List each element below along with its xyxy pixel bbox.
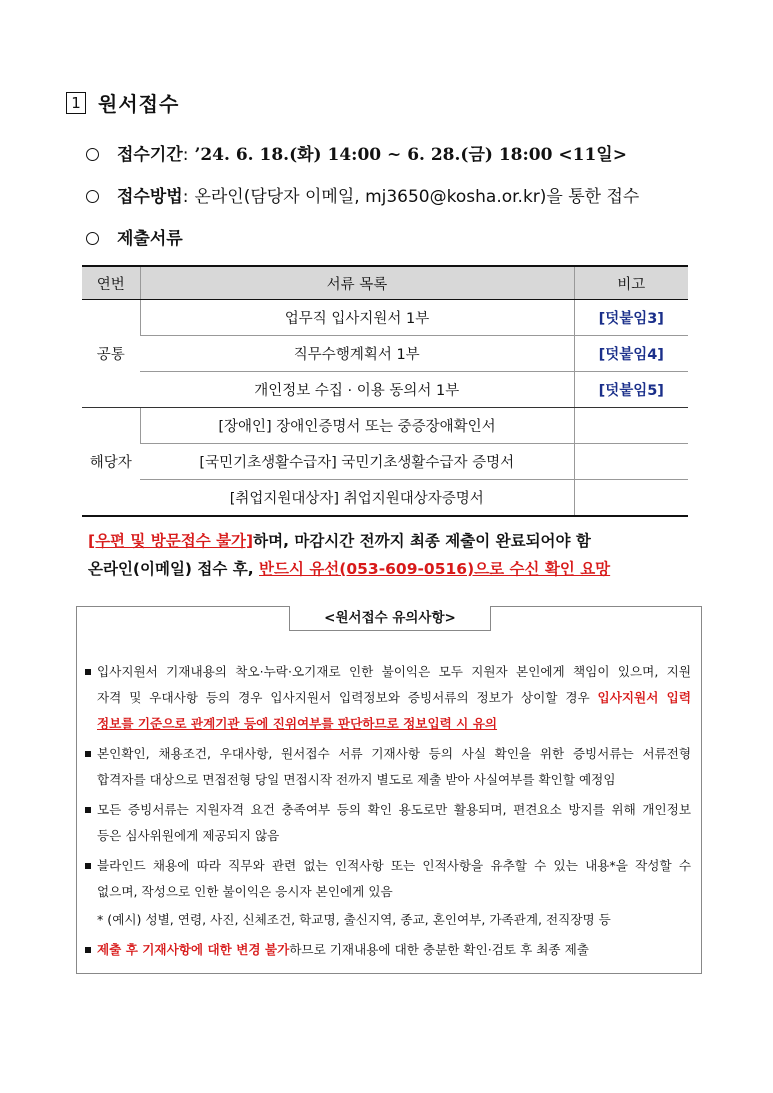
doc-cell: [장애인] 장애인증명서 또는 중증장애확인서 xyxy=(140,408,574,444)
method-value: 온라인(담당자 이메일, mj3650@kosha.or.kr)을 통한 접수 xyxy=(194,187,640,207)
cautions-title: <원서접수 유의사항> xyxy=(289,606,491,631)
section-title: 원서접수 xyxy=(98,92,180,116)
header-no: 연번 xyxy=(82,266,140,300)
period-line: 접수기간 : ’24. 6. 18.(화) 14:00 ~ 6. 28.(금) 18:00 <11일> xyxy=(86,140,627,165)
table-header-row xyxy=(82,266,688,300)
notice-line-1 xyxy=(88,529,591,551)
table-row xyxy=(82,444,688,480)
documents-label: 제출서류 xyxy=(117,229,183,249)
caution-item-2 xyxy=(85,741,691,793)
square-bullet-icon xyxy=(85,947,91,953)
notice-no-mail: [우편 및 방문접수 불가] xyxy=(88,532,254,550)
table-row xyxy=(82,336,688,372)
circle-bullet-icon xyxy=(86,190,99,203)
documents-line xyxy=(86,224,183,249)
caution-text: 입사지원서 기재내용의 착오·누락·오기재로 인한 불이익은 모두 지원자 본인에게 책임이 있으며, 지원 xyxy=(97,664,691,679)
caution-item-3 xyxy=(85,797,691,849)
table-row xyxy=(82,300,688,336)
caution-highlight: 정보를 기준으로 관계기관 등에 진위여부를 판단하므로 정보입력 시 유의 xyxy=(97,716,498,731)
period-label: 접수기간 xyxy=(117,145,183,165)
section-heading xyxy=(66,88,179,117)
notice-deadline: 하며, 마감시간 전까지 최종 제출이 완료되어야 함 xyxy=(253,532,591,550)
notice-phone-confirm: 반드시 유선(053-609-0516)으로 수신 확인 요망 xyxy=(259,560,611,578)
caution-text: 하므로 기재내용에 대한 충분한 확인·검토 후 최종 제출 xyxy=(289,942,589,957)
circle-bullet-icon xyxy=(86,232,99,245)
square-bullet-icon xyxy=(85,807,91,813)
note-cell: [덧붙임4] xyxy=(574,336,688,372)
circle-bullet-icon xyxy=(86,148,99,161)
doc-cell: 업무직 입사지원서 1부 xyxy=(140,300,574,336)
square-bullet-icon xyxy=(85,669,91,675)
table-row xyxy=(82,408,688,444)
caution-item-1 xyxy=(85,659,691,737)
square-bullet-icon xyxy=(85,751,91,757)
method-label: 접수방법 xyxy=(117,187,183,207)
square-bullet-icon xyxy=(85,863,91,869)
doc-cell: 개인정보 수집 · 이용 동의서 1부 xyxy=(140,372,574,408)
caution-text: 모든 증빙서류는 지원자격 요건 충족여부 등의 확인 용도로만 활용되며, 편견요소 방지를 위해 개인정보 xyxy=(97,802,691,817)
method-line: 접수방법 : 온라인(담당자 이메일, mj3650@kosha.or.kr)을 통한 접수 xyxy=(86,182,639,207)
table-row xyxy=(82,372,688,408)
group-applicable: 해당자 xyxy=(82,408,140,517)
period-value: ’24. 6. 18.(화) 14:00 ~ 6. 28.(금) 18:00 <11일> xyxy=(194,145,627,165)
header-doc-list: 서류 목록 xyxy=(140,266,574,300)
caution-item-5 xyxy=(85,937,691,963)
note-cell: [덧붙임5] xyxy=(574,372,688,408)
caution-highlight: 입사지원서 입력 xyxy=(597,690,691,705)
caution-item-4 xyxy=(85,853,691,933)
doc-cell: 직무수행계획서 1부 xyxy=(140,336,574,372)
doc-cell: [국민기초생활수급자] 국민기초생활수급자 증명서 xyxy=(140,444,574,480)
group-common: 공통 xyxy=(82,300,140,408)
note-cell xyxy=(574,480,688,517)
notice-line-2 xyxy=(88,557,610,579)
note-cell: [덧붙임3] xyxy=(574,300,688,336)
cautions-box xyxy=(76,606,702,974)
caution-text: 합격자를 대상으로 면접전형 당일 면접시작 전까지 별도로 제출 받아 사실여부를 확인할 예정임 xyxy=(97,772,616,787)
caution-text: 없으며, 작성으로 인한 불이익은 응시자 본인에게 있음 xyxy=(97,884,393,899)
note-cell xyxy=(574,444,688,480)
caution-text: 블라인드 채용에 따라 직무와 관련 없는 인적사항 또는 인적사항을 유추할 수 있는 내용*을 작성할 수 xyxy=(97,858,691,873)
caution-text: 본인확인, 채용조건, 우대사항, 원서접수 서류 기재사항 등의 사실 확인을 위한 증빙서류는 서류전형 xyxy=(97,746,691,761)
documents-table xyxy=(82,265,688,517)
doc-cell: [취업지원대상자] 취업지원대상자증명서 xyxy=(140,480,574,517)
caution-text: 등은 심사위원에게 제공되지 않음 xyxy=(97,828,280,843)
header-note: 비고 xyxy=(574,266,688,300)
caution-example-note: * (예시) 성별, 연령, 사진, 신체조건, 학교명, 출신지역, 종교, 혼인여부, 가족관계, 전직장명 등 xyxy=(97,912,611,927)
notice-online: 온라인(이메일) 접수 후, xyxy=(88,560,260,578)
caution-highlight: 제출 후 기재사항에 대한 변경 불가 xyxy=(97,942,290,957)
table-row xyxy=(82,480,688,517)
section-number: 1 xyxy=(66,92,86,114)
caution-text: 자격 및 우대사항 등의 경우 입사지원서 입력정보와 증빙서류의 정보가 상이할 경우 xyxy=(97,690,598,705)
note-cell xyxy=(574,408,688,444)
